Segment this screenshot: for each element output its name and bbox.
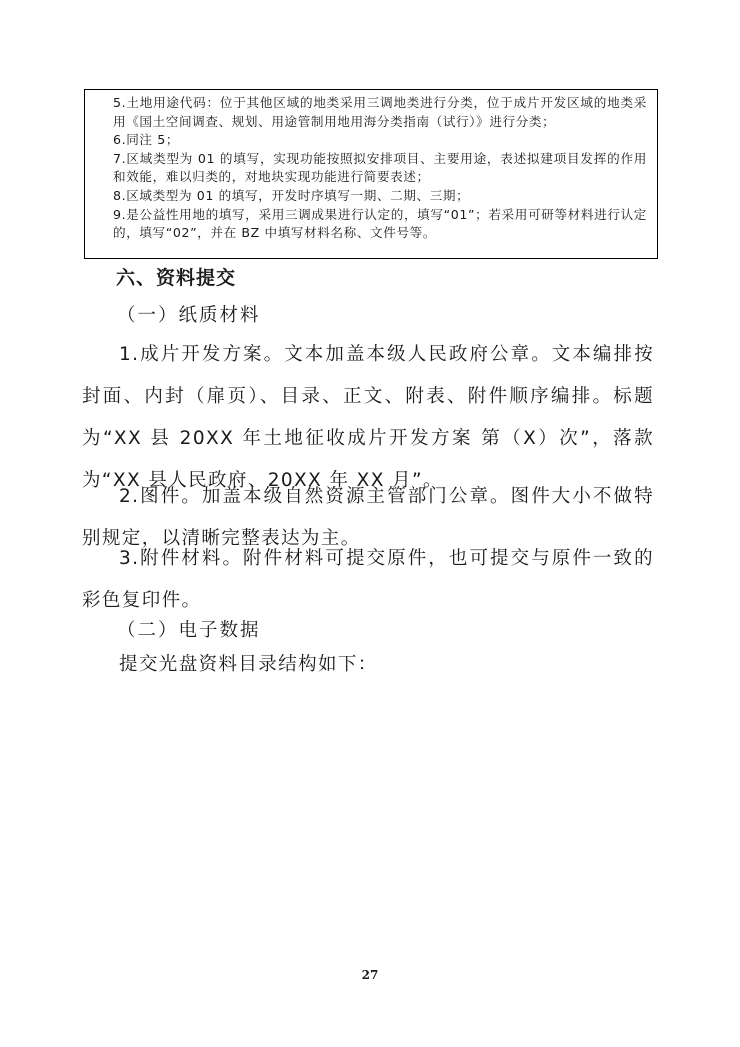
paragraph-maps: 2.图件。加盖本级自然资源主管部门公章。图件大小不做特别规定，以清晰完整表达为主。 bbox=[82, 486, 654, 549]
paragraph-development-plan: 1.成片开发方案。文本加盖本级人民政府公章。文本编排按封面、内封（扉页）、目录、正文、附表、附件顺序编排。标题为“XX 县 20XX 年土地征收成片开发方案 第（X）次”，落款为“XX 县人民政府、20XX 年 XX 月”。 bbox=[82, 344, 654, 491]
note-item-9: 9.是公益性用地的填写，采用三调成果进行认定的，填写“01”；若采用可研等材料进行认定的，填写“02”，并在 BZ 中填写材料名称、文件号等。 bbox=[113, 206, 647, 241]
note-item-8: 8.区域类型为 01 的填写，开发时序填写一期、二期、三期； bbox=[113, 187, 470, 203]
note-item-6: 6.同注 5； bbox=[113, 132, 180, 148]
subsection-electronic-data: （二）电子数据 bbox=[117, 620, 261, 641]
subsection-paper-materials: （一）纸质材料 bbox=[117, 305, 261, 326]
section-heading: 六、资料提交 bbox=[116, 267, 237, 289]
page-number: 27 bbox=[361, 968, 379, 982]
note-item-7: 7.区域类型为 01 的填写，实现功能按照拟安排项目、主要用途，表述拟建项目发挥的作用和效能，难以归类的，对地块实现功能进行简要表述； bbox=[113, 150, 647, 185]
note-item-5: 5.土地用途代码：位于其他区域的地类采用三调地类进行分类，位于成片开发区域的地类采用《国土空间调查、规划、用途管制用地用海分类指南（试行）》进行分类； bbox=[113, 95, 647, 129]
paragraph-attachments: 3.附件材料。附件材料可提交原件，也可提交与原件一致的彩色复印件。 bbox=[82, 548, 654, 611]
paragraph-disc-structure: 提交光盘资料目录结构如下： bbox=[119, 654, 378, 675]
notes-box bbox=[84, 89, 658, 259]
